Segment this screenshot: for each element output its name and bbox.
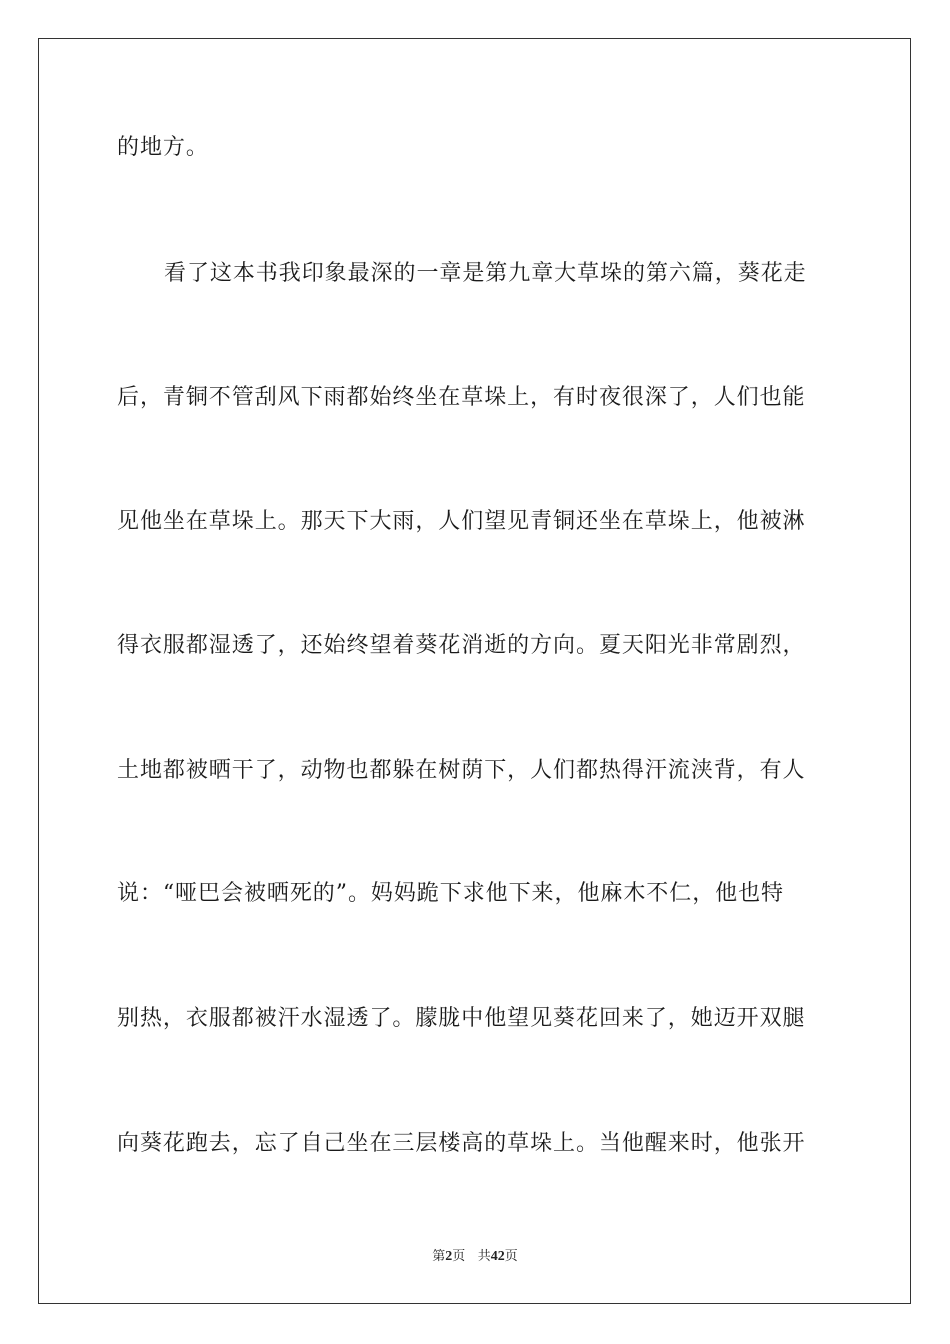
paragraph-line-8: 别热，衣服都被汗水湿透了。朦胧中他望见葵花回来了，她迈开双腿 [117,1006,806,1031]
paragraph-line-7: 说：“哑巴会被晒死的”。妈妈跪下求他下来，他麻木不仁，他也特 [117,881,784,906]
total-label-prefix: 共 [477,1249,491,1264]
paragraph-line-2: 看了这本书我印象最深的一章是第九章大草垛的第六篇，葵花走 [164,261,807,286]
total-page-count: 42 [490,1249,505,1264]
page-label-suffix: 页 [452,1249,466,1264]
paragraph-line-5: 得衣服都湿透了，还始终望着葵花消逝的方向。夏天阳光非常剧烈， [117,633,806,658]
page-footer [0,1248,950,1266]
paragraph-line-1: 的地方。 [117,135,209,160]
page-border [38,38,911,1304]
total-label-suffix: 页 [504,1249,518,1264]
page-label-prefix: 第 [432,1249,446,1264]
paragraph-line-4: 见他坐在草垛上。那天下大雨，人们望见青铜还坐在草垛上，他被淋 [117,509,806,534]
paragraph-line-9: 向葵花跑去，忘了自己坐在三层楼高的草垛上。当他醒来时，他张开 [117,1131,806,1156]
current-page-number: 2 [445,1249,453,1264]
paragraph-line-6: 土地都被晒干了，动物也都躲在树荫下，人们都热得汗流浃背，有人 [117,758,806,783]
paragraph-line-3: 后，青铜不管刮风下雨都始终坐在草垛上，有时夜很深了，人们也能 [117,385,806,410]
